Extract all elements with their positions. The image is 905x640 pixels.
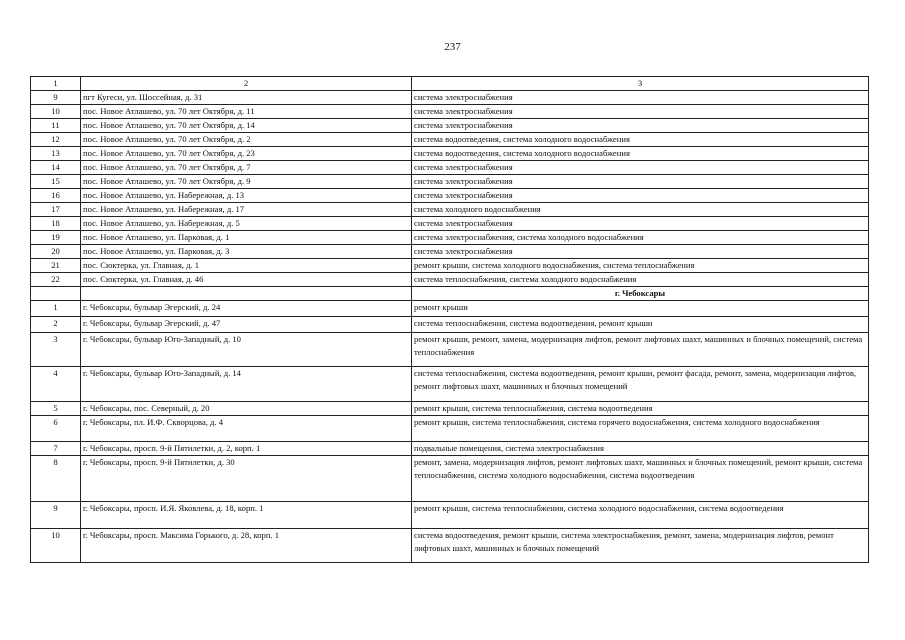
row-number: 18 bbox=[31, 217, 81, 231]
row-number: 8 bbox=[31, 456, 81, 502]
row-number: 4 bbox=[31, 367, 81, 402]
section-header-row bbox=[31, 287, 869, 301]
table-row bbox=[31, 259, 869, 273]
table-row bbox=[31, 119, 869, 133]
row-number: 9 bbox=[31, 502, 81, 529]
row-number: 2 bbox=[31, 317, 81, 333]
row-systems: система электроснабжения bbox=[412, 245, 869, 259]
row-address: пос. Сюктерка, ул. Главная, д. 1 bbox=[81, 259, 412, 273]
row-systems: ремонт крыши, система теплоснабжения, система водоотведения bbox=[412, 402, 869, 416]
table-row bbox=[31, 502, 869, 529]
row-number: 16 bbox=[31, 189, 81, 203]
row-number: 12 bbox=[31, 133, 81, 147]
section-empty-cell bbox=[31, 287, 81, 301]
table-header-row bbox=[31, 77, 869, 91]
row-address: г. Чебоксары, пл. И.Ф. Скворцова, д. 4 bbox=[81, 416, 412, 442]
table-row bbox=[31, 161, 869, 175]
row-address: пос. Сюктерка, ул. Главная, д. 46 bbox=[81, 273, 412, 287]
table-row bbox=[31, 245, 869, 259]
row-number: 9 bbox=[31, 91, 81, 105]
row-number: 21 bbox=[31, 259, 81, 273]
table-row bbox=[31, 456, 869, 502]
column-header-3: 3 bbox=[412, 77, 869, 91]
row-address: г. Чебоксары, просп. Максима Горького, д. 28, корп. 1 bbox=[81, 529, 412, 563]
column-header-2: 2 bbox=[81, 77, 412, 91]
row-address: пос. Новое Атлашево, ул. 70 лет Октября, д. 2 bbox=[81, 133, 412, 147]
row-systems: ремонт, замена, модернизация лифтов, ремонт лифтовых шахт, машинных и блочных помещений, ремонт крыши, система теплоснабжения, система холодного водоснабжения, система водоотведения bbox=[412, 456, 869, 502]
row-number: 13 bbox=[31, 147, 81, 161]
row-address: пос. Новое Атлашево, ул. Парковая, д. 1 bbox=[81, 231, 412, 245]
row-number: 3 bbox=[31, 333, 81, 367]
page-number: 237 bbox=[444, 41, 461, 53]
row-systems: система водоотведения, система холодного водоснабжения bbox=[412, 147, 869, 161]
table-row bbox=[31, 175, 869, 189]
table-row bbox=[31, 367, 869, 402]
row-systems: система теплоснабжения, система холодного водоснабжения bbox=[412, 273, 869, 287]
row-number: 20 bbox=[31, 245, 81, 259]
table-row bbox=[31, 333, 869, 367]
table-row bbox=[31, 402, 869, 416]
row-systems: система электроснабжения bbox=[412, 119, 869, 133]
row-address: г. Чебоксары, бульвар Эгерский, д. 47 bbox=[81, 317, 412, 333]
table-row bbox=[31, 147, 869, 161]
table-row bbox=[31, 273, 869, 287]
row-address: пос. Новое Атлашево, ул. 70 лет Октября, д. 7 bbox=[81, 161, 412, 175]
row-systems: система водоотведения, ремонт крыши, система электроснабжения, ремонт, замена, модернизация лифтов, ремонт лифтовых шахт, машинных и блочных помещений bbox=[412, 529, 869, 563]
row-address: пос. Новое Атлашево, ул. 70 лет Октября, д. 23 bbox=[81, 147, 412, 161]
row-number: 10 bbox=[31, 529, 81, 563]
section-title: г. Чебоксары bbox=[412, 287, 869, 301]
row-address: пос. Новое Атлашево, ул. Набережная, д. 13 bbox=[81, 189, 412, 203]
row-address: пос. Новое Атлашево, ул. Набережная, д. 5 bbox=[81, 217, 412, 231]
row-systems: система водоотведения, система холодного водоснабжения bbox=[412, 133, 869, 147]
row-number: 10 bbox=[31, 105, 81, 119]
row-systems: система электроснабжения, система холодного водоснабжения bbox=[412, 231, 869, 245]
row-systems: система электроснабжения bbox=[412, 105, 869, 119]
column-header-1: 1 bbox=[31, 77, 81, 91]
row-systems: система теплоснабжения, система водоотведения, ремонт крыши bbox=[412, 317, 869, 333]
table-row bbox=[31, 133, 869, 147]
row-address: пос. Новое Атлашево, ул. 70 лет Октября, д. 14 bbox=[81, 119, 412, 133]
row-address: г. Чебоксары, просп. 9-й Пятилетки, д. 30 bbox=[81, 456, 412, 502]
row-systems: ремонт крыши, система теплоснабжения, система холодного водоснабжения, система водоотведения bbox=[412, 502, 869, 529]
row-number: 19 bbox=[31, 231, 81, 245]
row-systems: система теплоснабжения, система водоотведения, ремонт крыши, ремонт фасада, ремонт, замена, модернизация лифтов, ремонт лифтовых шахт, машинных и блочных помещений bbox=[412, 367, 869, 402]
row-systems: система электроснабжения bbox=[412, 91, 869, 105]
table-row bbox=[31, 317, 869, 333]
row-address: пос. Новое Атлашево, ул. Набережная, д. 17 bbox=[81, 203, 412, 217]
row-number: 5 bbox=[31, 402, 81, 416]
row-address: г. Чебоксары, просп. 9-й Пятилетки, д. 2, корп. 1 bbox=[81, 442, 412, 456]
row-number: 7 bbox=[31, 442, 81, 456]
table-row bbox=[31, 217, 869, 231]
table-row bbox=[31, 105, 869, 119]
table-row bbox=[31, 203, 869, 217]
row-systems: система холодного водоснабжения bbox=[412, 203, 869, 217]
table-row bbox=[31, 529, 869, 563]
row-systems: ремонт крыши bbox=[412, 301, 869, 317]
row-address: пгт Кугеси, ул. Шоссейная, д. 31 bbox=[81, 91, 412, 105]
row-number: 15 bbox=[31, 175, 81, 189]
row-number: 6 bbox=[31, 416, 81, 442]
row-systems: система электроснабжения bbox=[412, 189, 869, 203]
row-systems: система электроснабжения bbox=[412, 217, 869, 231]
row-address: г. Чебоксары, просп. И.Я. Яковлева, д. 18, корп. 1 bbox=[81, 502, 412, 529]
row-number: 11 bbox=[31, 119, 81, 133]
row-systems: система электроснабжения bbox=[412, 161, 869, 175]
row-systems: система электроснабжения bbox=[412, 175, 869, 189]
row-systems: ремонт крыши, ремонт, замена, модернизация лифтов, ремонт лифтовых шахт, машинных и блочных помещений, система теплоснабжения bbox=[412, 333, 869, 367]
row-number: 22 bbox=[31, 273, 81, 287]
row-address: г. Чебоксары, бульвар Эгерский, д. 24 bbox=[81, 301, 412, 317]
table-row bbox=[31, 231, 869, 245]
row-number: 14 bbox=[31, 161, 81, 175]
table-row bbox=[31, 416, 869, 442]
table-row bbox=[31, 189, 869, 203]
section-empty-cell bbox=[81, 287, 412, 301]
row-address: пос. Новое Атлашево, ул. Парковая, д. 3 bbox=[81, 245, 412, 259]
table-row bbox=[31, 91, 869, 105]
row-systems: ремонт крыши, система холодного водоснабжения, система теплоснабжения bbox=[412, 259, 869, 273]
row-address: г. Чебоксары, бульвар Юго-Западный, д. 14 bbox=[81, 367, 412, 402]
row-address: г. Чебоксары, бульвар Юго-Западный, д. 10 bbox=[81, 333, 412, 367]
row-address: г. Чебоксары, пос. Северный, д. 20 bbox=[81, 402, 412, 416]
row-systems: ремонт крыши, система теплоснабжения, система горячего водоснабжения, система холодного водоснабжения bbox=[412, 416, 869, 442]
table-row bbox=[31, 442, 869, 456]
row-number: 1 bbox=[31, 301, 81, 317]
row-address: пос. Новое Атлашево, ул. 70 лет Октября, д. 9 bbox=[81, 175, 412, 189]
row-systems: подвальные помещения, система электроснабжения bbox=[412, 442, 869, 456]
row-address: пос. Новое Атлашево, ул. 70 лет Октября, д. 11 bbox=[81, 105, 412, 119]
row-number: 17 bbox=[31, 203, 81, 217]
table-row bbox=[31, 301, 869, 317]
housing-repair-table bbox=[30, 76, 869, 563]
